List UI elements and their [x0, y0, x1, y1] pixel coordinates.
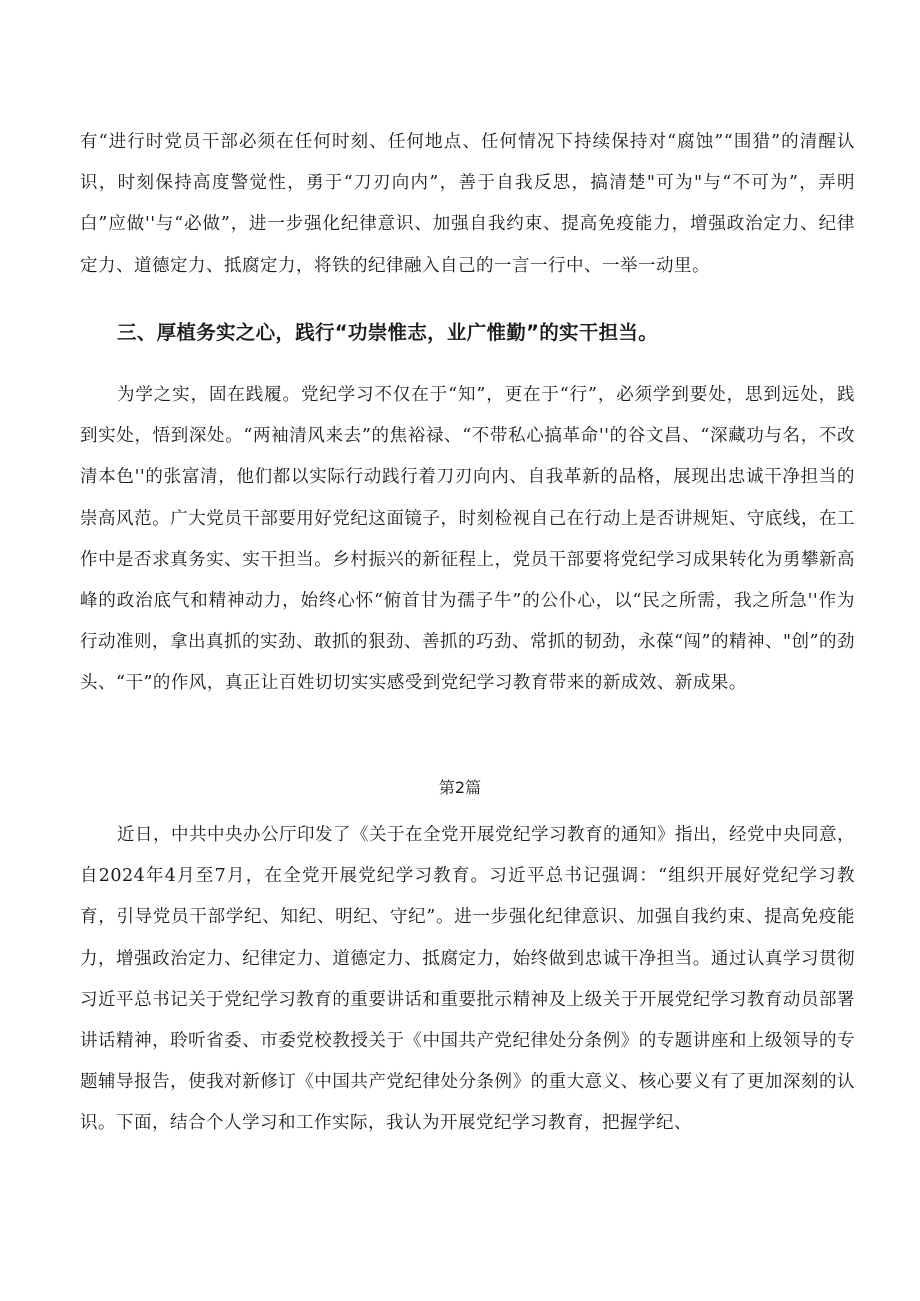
body-paragraph-2: 为学之实，固在践履。党纪学习不仅在于“知”，更在于“行”，必须学到要处，思到远处，践到实处，悟到深处。“两袖清风来去”的焦裕禄、“不带私心搞革命''的谷文昌、“深藏功与名，不改清本色''的张富清，他们都以实际行动践行着刀刃向内、自我革新的品格，展现出忠诚干净担当的崇高风范。广大党员干部要用好党纪这面镜子，时刻检视自己在行动上是否讲规矩、守底线，在工作中是否求真务实、实干担当。乡村振兴的新征程上，党员干部要将党纪学习成果转化为勇攀新高峰的政治底气和精神动力，始终心怀“俯首甘为孺子牛”的公仆心，以“民之所需，我之所急''作为行动准则，拿出真抓的实劲、敢抓的狠劲、善抓的巧劲、常抓的韧劲，永葆“闯”的精神、"创”的劲头、“干”的作风，真正让百姓切切实实感受到党纪学习教育带来的新成效、新成果。 [80, 385, 855, 694]
section-heading-3: 三、厚植务实之心，践行“功崇惟志，业广惟勤”的实干担当。 [117, 321, 659, 344]
body-paragraph-1: 有“进行时党员干部必须在任何时刻、任何地点、任何情况下持续保持对“腐蚀”“围猎”的清醒认识，时刻保持高度警觉性，勇于“刀刃向内”，善于自我反思，搞清楚"可为"与“不可为”，弄明白”应做''与“必做”，进一步强化纪律意识、加强自我约束、提高免疫能力，增强政治定力、纪律定力、道德定力、抵腐定力，将铁的纪律融入自己的一言一行中、一举一动里。 [80, 132, 855, 276]
body-paragraph-3: 近日，中共中央办公厅印发了《关于在全党开展党纪学习教育的通知》指出，经党中央同意，自2024年4月至7月，在全党开展党纪学习教育。习近平总书记强调：“组织开展好党纪学习教育，引导党员干部学纪、知纪、明纪、守纪”。进一步强化纪律意识、加强自我约束、提高免疫能力，增强政治定力、纪律定力、道德定力、抵腐定力，始终做到忠诚干净担当。通过认真学习贯彻习近平总书记关于党纪学习教育的重要讲话和重要批示精神及上级关于开展党纪学习教育动员部署讲话精神，聆听省委、市委党校教授关于《中国共产党纪律处分条例》的专题讲座和上级领导的专题辅导报告，使我对新修订《中国共产党纪律处分条例》的重大意义、核心要义有了更加深刻的认识。下面，结合个人学习和工作实际，我认为开展党纪学习教育，把握学纪、 [80, 825, 855, 1134]
article-number-label: 第2篇 [438, 778, 482, 797]
